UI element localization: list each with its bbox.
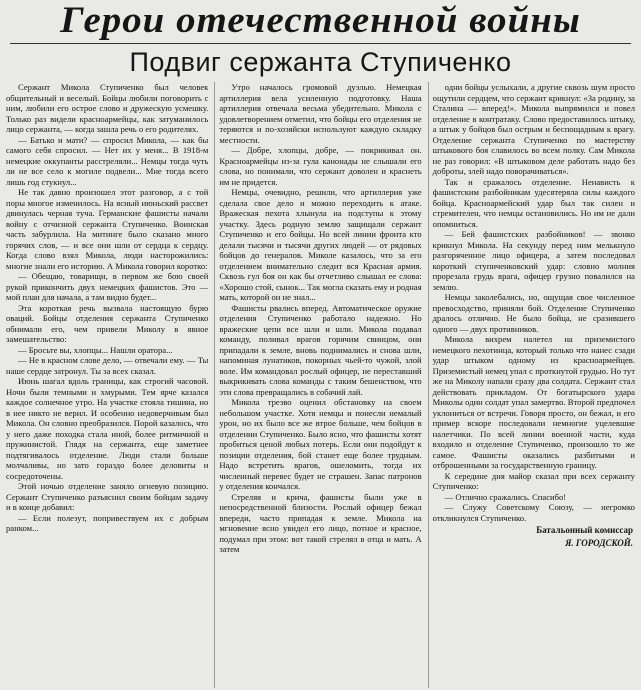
paragraph: Немцы, очевидно, решили, что артиллерия уже сделала свое дело и можно переходить к атаке. Вражеская пехота хлынула на подступы к этому участку. Здесь родную землю защищали сержант Ступиченко и его бойцы. Но всей линии фронта кто делали тысячи и тысячи других людей — от рядовых бойцов до генералов. Миколе казалось, что за его отделением внимательно следит вся Красная армия. Сквозь гул боя он как бы отчетливо слышал ее слова: «Хорошо стой, сынок... Так могла сказать ему и родная мать, которой он не знал... bbox=[219, 187, 422, 302]
paragraph: Этой ночью отделение заняло огневую позицию. Сержант Ступиченко разъяснил своим бойцам задачу и в конце добавил: bbox=[6, 481, 209, 512]
paragraph: Так и сражалось отделение. Ненависть к фашистским разбойникам удесятеряла силы каждого бойца. Красноармейский удар был так силен и стремителен, что немцы остановились. Но им не дали опомниться. bbox=[432, 176, 635, 229]
paragraph: — Если полезут, попривествуем их с добрым ранком... bbox=[6, 512, 209, 533]
paragraph: — Отлично сражались. Спасибо! bbox=[444, 491, 567, 502]
column-2 bbox=[214, 82, 421, 688]
header-rule bbox=[10, 43, 631, 44]
paragraph: Эта короткая речь вызвала настоящую бурю оваций. Бойцы отделения сержанта Ступиченко обнимали его, чем привели Миколу в явное замешательство: bbox=[6, 302, 209, 344]
section-header: Герои отечественной войны bbox=[60, 0, 581, 41]
paragraph: — Батько и мати? — спросил Микола, — как бы самого себя спросил. — Нет их у меня... В 1918-м немецкие оккупанты расстреляли... Немцы тогда чуть ли не все село к могиле подвели... Мне тогда всего лишь год стукнул... bbox=[6, 134, 209, 187]
paragraph: Июнь шагал вдоль границы, как строгий часовой. Ночи были темными и хмурыми. Тем ярче казался каждое солнечное утро. На участке стояла тишина, но в нее никто не верил. И особенно недоверчивым был Микола. Он словно преобразился. Порой казалось, что у него даже походка стала иной, более ритмичной и пружинистой. Глядя на сержанта, еще заметнее подтягивалось отделение. Люди стали больше молчаливы, но зато гораздо более деловиты и сосредоточены. bbox=[6, 376, 209, 481]
paragraph: К середине дня майор сказал при всех сержанту Ступиченко: bbox=[432, 470, 635, 491]
paragraph: — Обещаю, товарищи, в первом же бою своей рукой прикончить двух немецких фашистов. Это — мой план для начала, а там видно будет... bbox=[6, 271, 209, 302]
paragraph: — Бей фашистских разбойников! — звонко крикнул Микола. На секунду перед ним мелькнуло разгоряченное лицо офицера, а затем последовал короткий ступиченковский удар: словно молния прорезала грудь врага, офицер грузно повалился на землю. bbox=[432, 229, 635, 292]
article-title: Подвиг сержанта Ступиченко bbox=[129, 47, 512, 77]
paragraph: — Служу Советскому Союзу, — негромко откликнулся Ступиченко. bbox=[432, 502, 635, 523]
paragraph: Фашисты рвались вперед. Автоматическое оружие отделения Ступиченко работало надежно. Но вражеские цепи все шли и шли. Микола подавал команду, поливал врагов горячим свинцом, они припадали к земле, вновь поднимались и снова шли, напоминая лунатиков, покорных чьей-то чужой, злой воле. Им командовал рослый офицер, не переставший выкрикивать слова команды с таким бешенством, что эти слова превращались в собачий лай. bbox=[219, 302, 422, 397]
column-1 bbox=[6, 82, 208, 688]
paragraph: Немцы заколебались, но, ощущая свое численное превосходство, приняли бой. Отделение Ступиченко дралось отлично. Не было бойца, не сразившего одного — двух противников. bbox=[432, 292, 635, 334]
signature-name: Я. ГОРОДСКОЙ. bbox=[565, 538, 633, 548]
paragraph: Сержант Микола Ступиченко был человек общительный и веселый. Бойцы любили поговорить с ним, любили его острое слово и дружескую усмешку. Только раз видели красноармейцы, как затуманилось лицо сержанта, — когда зашла речь о его родителях. bbox=[6, 82, 209, 134]
paragraph: Стреляя и крича, фашисты были уже в непосредственной близости. Рослый офицер бежал впереди, часто припадая к земле. Микола на мгновение ясно увидел его лицо, потное и красное, подумал при этом: вот такой стрелял в отца и мать. А затем bbox=[219, 491, 422, 554]
paragraph: Микола вихрем налетел на приземистого немецкого пехотинца, который только что нанес сзади удар штыком одному из красноармейцев. Приземистый немец упал с проткнутой грудью. Но тут же на Миколу напали сразу два солдата. Сержант стал действовать прикладом. От богатырского удара Миколы один солдат упал замертво. Второй предпочел уклониться от встречи. Говоря просто, он бежал, и его пример вскоре последовали немногие уцелевшие налетчики. По всей линии военной части, куда входило и отделение Ступиченко, произошло то же самое. Фашисты оказались разбитыми и отброшенными за государственную границу. bbox=[432, 334, 635, 470]
paragraph: Утро началось громовой дуэлью. Немецкая артиллерия вела усиленную подготовку. Наша артиллерия отвечала весьма убедительно. Микола с удовлетворением отметил, что бойцы его отделения не теряются и по-хозяйски используют каждую складку местности. bbox=[219, 82, 422, 145]
paragraph: — Добре, хлопцы, добре, — покрикивал он. Красноармейцы из-за гула канонады не слышали его слова, но понимали, что сержант доволен и краснеть им не придется. bbox=[219, 145, 422, 187]
column-3 bbox=[428, 82, 635, 688]
article-body bbox=[6, 82, 635, 688]
paragraph: Не так давно произошел этот разговор, а с той поры многое изменилось. На ясный июньский рассвет двинулась черная туча. Германские фашисты начали войну с отчизной сержанта Ступиченко. Воинская часть забурлила. На митинге было сказано много горячих слов, — и все они шли от сердца к сердцу. Когда слово взял Микола, люди насторожились: многие знали его историю. А Микола говорил коротко: bbox=[6, 187, 209, 271]
paragraph: Микола трезво оценил обстановку на своем небольшом участке. Хотя немцы и понесли немалый урон, но их было все же втрое больше, чем бойцов в отделении Ступиченко. Было ясно, что фашисты хотят пробиться ценой любых потерь. Если они подойдут к позиции отделения, бой станет еще более трудным. Надо встретить врагов, ошеломить, тогда их численный перевес будет не страшен. Запас патронов у отделения кончался. bbox=[219, 397, 422, 491]
signature-role: Батальонный комиссар bbox=[536, 525, 633, 535]
paragraph: — Бросьте вы, хлопцы... Нашли оратора... bbox=[18, 344, 173, 355]
paragraph: — Не в красном слове дело, — отвечали ему. — Ты наше сердце затронул. Ты за всех сказал. bbox=[6, 355, 209, 376]
paragraph: одни бойцы услыхали, а другие сквозь шум просто ощутили сердцем, что сержант крикнул: «За родину, за Сталина — вперед!». Микола выпрямился и повел отделение в контратаку. Слово предоставилось штыку, а штык у бойцов был острым и беспощадным к врагу. Отделение сержанта Ступиченко по мастерству штыкового боя славилось во всем полку. Сам Микола не раз говорил: «В штыковом деле работать надо без доброты, злей надо поворачиваться». bbox=[432, 82, 635, 176]
